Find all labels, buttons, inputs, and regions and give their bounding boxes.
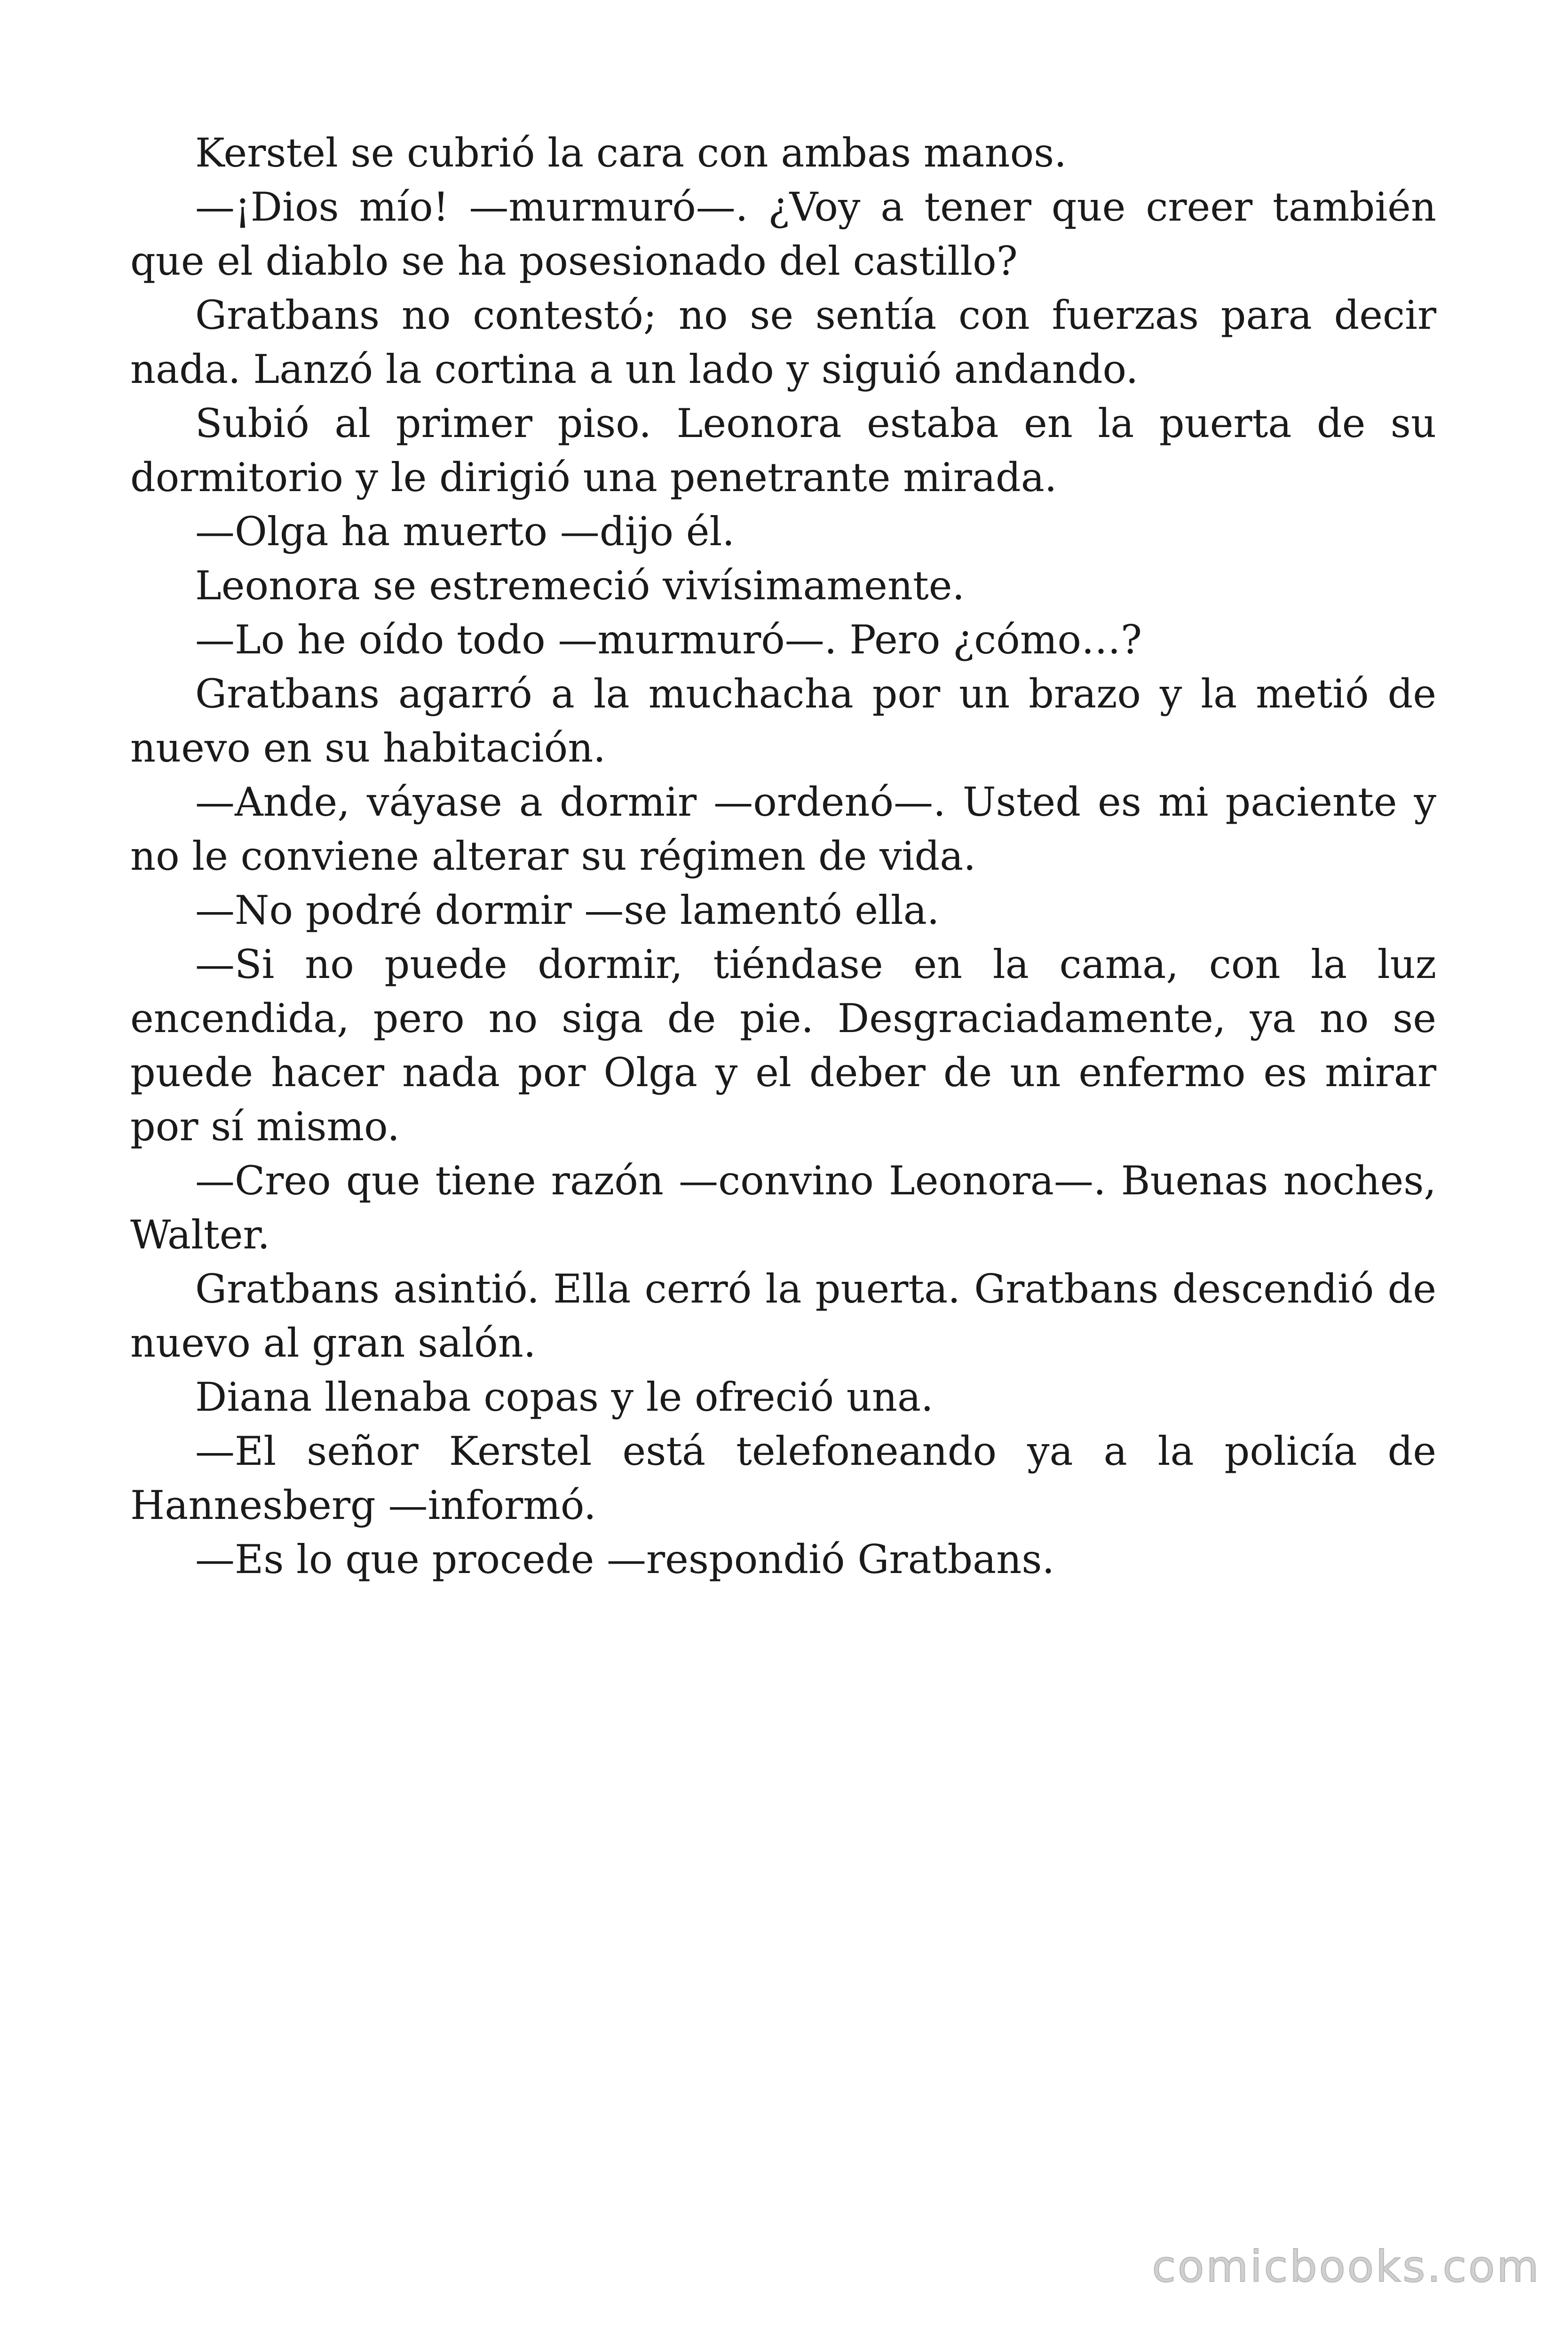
paragraph: Kerstel se cubrió la cara con ambas manos. <box>195 130 1067 176</box>
paragraph: —El señor Kerstel está telefoneando ya a la policía de Hannesberg —informó. <box>130 1428 1436 1528</box>
paragraph: —No podré dormir —se lamentó ella. <box>195 887 940 933</box>
body-text <box>130 126 1436 1587</box>
paragraph: —Lo he oído todo —murmuró—. Pero ¿cómo…? <box>195 617 1142 663</box>
paragraph: —Creo que tiene razón —convino Leonora—. Buenas noches, Walter. <box>130 1158 1436 1258</box>
paragraph: —Si no puede dormir, tiéndase en la cama, con la luz encendida, pero no siga de pie. Desgraciadamente, ya no se puede hacer nada por Olga y el deber de un enfermo es mirar por sí mismo. <box>130 941 1436 1150</box>
paragraph: —¡Dios mío! —murmuró—. ¿Voy a tener que creer también que el diablo se ha posesionado del castillo? <box>130 184 1436 284</box>
watermark: comicbooks.com <box>1152 2241 1541 2292</box>
paragraph: —Es lo que procede —respondió Gratbans. <box>195 1536 1055 1582</box>
paragraph: Leonora se estremeció vivísimamente. <box>195 563 965 609</box>
paragraph: Gratbans agarró a la muchacha por un brazo y la metió de nuevo en su habitación. <box>130 671 1436 771</box>
paragraph: —Ande, váyase a dormir —ordenó—. Usted es mi paciente y no le conviene alterar su régimen de vida. <box>130 779 1436 879</box>
paragraph: —Olga ha muerto —dijo él. <box>195 509 735 555</box>
paragraph: Subió al primer piso. Leonora estaba en la puerta de su dormitorio y le dirigió una penetrante mirada. <box>130 400 1436 501</box>
paragraph: Diana llenaba copas y le ofreció una. <box>195 1374 934 1420</box>
paragraph: Gratbans no contestó; no se sentía con fuerzas para decir nada. Lanzó la cortina a un lado y siguió andando. <box>130 292 1436 392</box>
paragraph: Gratbans asintió. Ella cerró la puerta. Gratbans descendió de nuevo al gran salón. <box>130 1266 1436 1366</box>
